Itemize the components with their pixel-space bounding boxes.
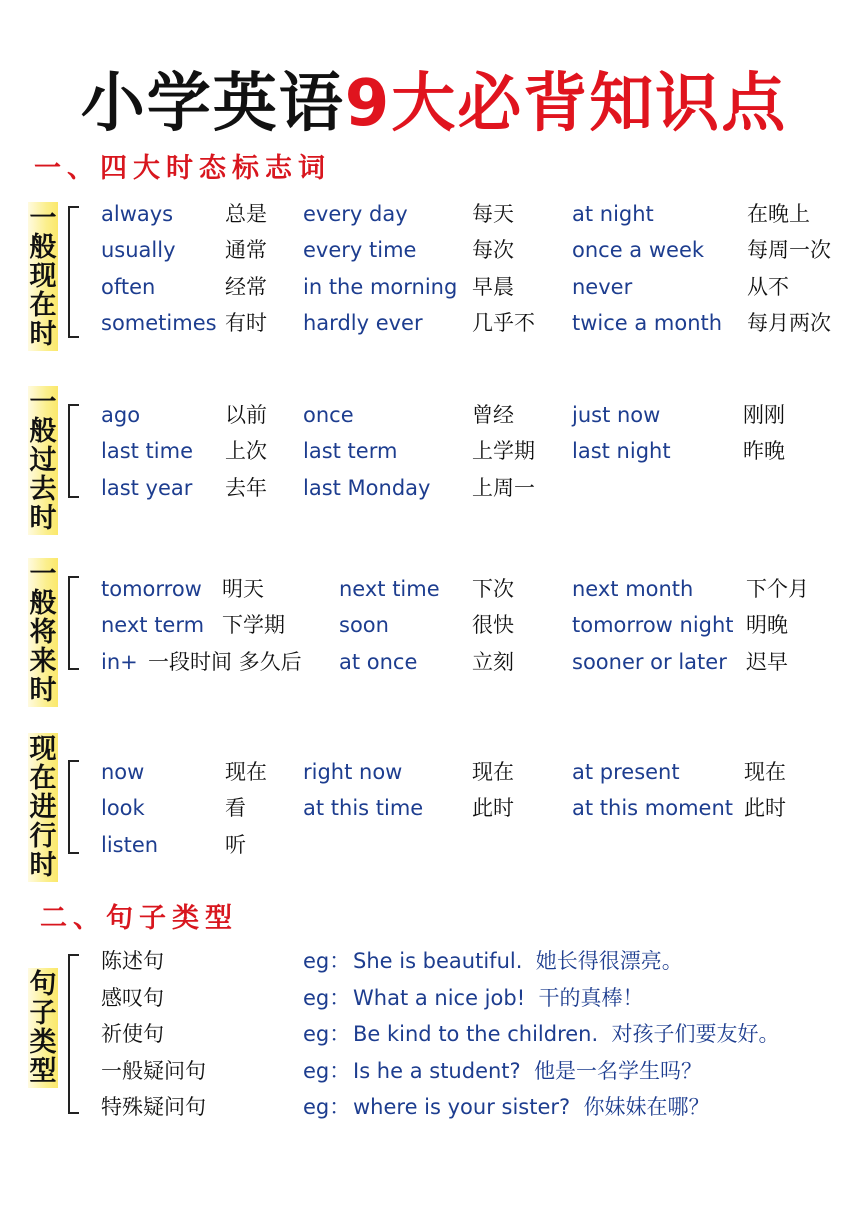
signal-word: at this time xyxy=(303,796,424,821)
signal-word-meaning: 刚刚 xyxy=(743,403,785,427)
signal-word-meaning: 在晚上 xyxy=(747,202,810,226)
signal-word-meaning: 现在 xyxy=(472,760,514,784)
signal-word-meaning: 通常 xyxy=(225,238,267,263)
signal-word: always xyxy=(101,202,174,226)
tense-label-char: 将 xyxy=(29,617,57,648)
signal-word: sooner or later xyxy=(572,649,727,674)
signal-word: last time xyxy=(101,439,193,464)
eg-prefix: eg： xyxy=(303,1095,351,1119)
signal-word-meaning: 总是 xyxy=(225,202,267,226)
signal-word-meaning: 每月两次 xyxy=(747,310,831,335)
tense-label-char: 行 xyxy=(29,821,57,852)
signal-word: tomorrow xyxy=(101,577,202,601)
eg-prefix: eg： xyxy=(303,1058,351,1083)
example-sentence xyxy=(353,1058,702,1084)
signal-word-meaning: 去年 xyxy=(225,475,267,500)
tense-label-char: 一 xyxy=(29,559,57,590)
signal-word-meaning: 上次 xyxy=(225,439,267,464)
signal-word: last term xyxy=(303,439,398,464)
signal-word: once xyxy=(303,403,354,427)
tense-label-char: 般 xyxy=(29,232,57,263)
signal-word-meaning: 此时 xyxy=(472,796,514,821)
signal-word-meaning: 明天 xyxy=(222,577,264,601)
example-english: What a nice job! xyxy=(353,985,526,1010)
tense-label-char: 现 xyxy=(29,261,57,292)
sentence-type: 特殊疑问句 xyxy=(101,1095,206,1119)
example-translation: 他是一名学生吗？ xyxy=(534,1058,703,1083)
example-english: where is your sister? xyxy=(353,1095,571,1119)
signal-word-meaning: 上周一 xyxy=(472,475,535,500)
signal-word: right now xyxy=(303,760,403,784)
signal-word: soon xyxy=(339,613,389,638)
tense-label-char: 在 xyxy=(29,763,57,794)
signal-word: usually xyxy=(101,238,176,263)
tense-label-char: 般 xyxy=(29,588,57,619)
signal-word: at once xyxy=(339,649,418,674)
example-translation: 她长得很漂亮。 xyxy=(535,949,683,973)
signal-word: now xyxy=(101,760,145,784)
signal-word: ago xyxy=(101,403,141,427)
signal-word: hardly ever xyxy=(303,310,423,335)
title-red-part: 9大必背知识点 xyxy=(344,67,788,141)
signal-word: in+ xyxy=(101,649,138,674)
signal-word: at present xyxy=(572,760,680,784)
tense-label-char: 过 xyxy=(29,445,57,476)
example-sentence xyxy=(353,1094,710,1120)
signal-word-meaning: 上学期 xyxy=(472,439,535,464)
signal-word-meaning: 此时 xyxy=(744,796,786,821)
bracket xyxy=(68,760,79,854)
tense-label-char: 现 xyxy=(29,734,57,765)
bracket xyxy=(68,954,79,1114)
signal-word: next time xyxy=(339,577,440,601)
tense-label-char: 来 xyxy=(29,646,57,677)
signal-word: next term xyxy=(101,613,205,638)
signal-word: never xyxy=(572,274,633,299)
sentence-type-label-char: 类 xyxy=(29,1027,57,1058)
signal-word-meaning: 几乎不 xyxy=(472,310,535,335)
signal-word-meaning: 经常 xyxy=(225,274,267,299)
signal-word: look xyxy=(101,796,145,821)
signal-word-meaning: 每天 xyxy=(472,202,514,226)
tense-label xyxy=(28,733,58,882)
signal-word-meaning: 一段时间 多久后 xyxy=(148,649,302,674)
signal-word-meaning: 有时 xyxy=(225,310,267,335)
signal-word: listen xyxy=(101,832,159,857)
eg-prefix: eg： xyxy=(303,985,351,1010)
signal-word-meaning: 很快 xyxy=(472,613,514,638)
bracket xyxy=(68,576,79,670)
tense-label xyxy=(28,386,58,535)
signal-word-meaning: 每周一次 xyxy=(747,238,831,263)
tense-label xyxy=(28,558,58,707)
signal-word: in the morning xyxy=(303,274,458,299)
tense-label-char: 一 xyxy=(29,203,57,234)
sentence-type: 一般疑问句 xyxy=(101,1058,206,1083)
signal-word: once a week xyxy=(572,238,705,263)
section2-heading: 二、句子类型 xyxy=(40,903,238,934)
signal-word-meaning: 看 xyxy=(225,796,246,821)
signal-word-meaning: 从不 xyxy=(747,274,789,299)
sentence-type: 感叹句 xyxy=(101,985,164,1010)
example-english: She is beautiful. xyxy=(353,949,523,973)
signal-word-meaning: 立刻 xyxy=(472,649,514,674)
signal-word: tomorrow night xyxy=(572,613,734,638)
signal-word: last Monday xyxy=(303,475,431,500)
signal-word: every time xyxy=(303,238,417,263)
bracket xyxy=(68,206,79,338)
example-sentence xyxy=(353,948,683,974)
signal-word: sometimes xyxy=(101,310,217,335)
eg-prefix: eg： xyxy=(303,1022,351,1046)
tense-label-char: 般 xyxy=(29,416,57,447)
sentence-type-label xyxy=(28,968,58,1088)
signal-word-meaning: 下学期 xyxy=(222,613,285,638)
example-english: Be kind to the children. xyxy=(353,1022,599,1046)
tense-label xyxy=(28,202,58,351)
page-title xyxy=(0,52,868,144)
example-translation: 你妹妹在哪？ xyxy=(583,1095,710,1119)
example-translation: 干的真棒！ xyxy=(538,985,644,1010)
signal-word-meaning: 现在 xyxy=(225,760,267,784)
example-english: Is he a student? xyxy=(353,1058,521,1083)
sentence-type: 祈使句 xyxy=(101,1022,164,1046)
example-translation: 对孩子们要友好。 xyxy=(611,1022,780,1046)
tense-label-char: 在 xyxy=(29,290,57,321)
tense-label-char: 时 xyxy=(29,675,57,706)
signal-word-meaning: 下次 xyxy=(472,577,514,601)
section1-heading: 一、四大时态标志词 xyxy=(34,153,331,184)
sentence-type-label-char: 型 xyxy=(29,1056,57,1087)
signal-word-meaning: 明晚 xyxy=(746,613,788,638)
tense-label-char: 去 xyxy=(29,474,57,505)
signal-word-meaning: 昨晚 xyxy=(743,439,785,464)
eg-prefix: eg： xyxy=(303,949,351,973)
sentence-type-label-char: 句 xyxy=(29,969,57,1000)
signal-word: just now xyxy=(572,403,661,427)
tense-label-char: 时 xyxy=(29,319,57,350)
signal-word: last night xyxy=(572,439,671,464)
tense-label-char: 时 xyxy=(29,503,57,534)
sentence-type-label-char: 子 xyxy=(29,998,57,1029)
tense-label-char: 进 xyxy=(29,792,57,823)
tense-label-char: 一 xyxy=(29,387,57,418)
sentence-type: 陈述句 xyxy=(101,949,164,973)
signal-word: often xyxy=(101,274,156,299)
signal-word: twice a month xyxy=(572,310,723,335)
signal-word-meaning: 迟早 xyxy=(746,649,788,674)
title-black-part: 小学英语 xyxy=(80,67,345,141)
signal-word-meaning: 每次 xyxy=(472,238,514,263)
signal-word-meaning: 下个月 xyxy=(746,577,809,601)
signal-word-meaning: 早晨 xyxy=(472,274,514,299)
signal-word-meaning: 听 xyxy=(225,832,246,857)
bracket xyxy=(68,404,79,498)
signal-word-meaning: 现在 xyxy=(744,760,786,784)
tense-label-char: 时 xyxy=(29,850,57,881)
signal-word-meaning: 曾经 xyxy=(472,403,514,427)
signal-word: at this moment xyxy=(572,796,733,821)
signal-word-meaning: 以前 xyxy=(225,403,267,427)
example-sentence xyxy=(353,985,643,1011)
signal-word: at night xyxy=(572,202,654,226)
signal-word: last year xyxy=(101,475,193,500)
signal-word: next month xyxy=(572,577,694,601)
signal-word: every day xyxy=(303,202,408,226)
example-sentence xyxy=(353,1021,780,1047)
